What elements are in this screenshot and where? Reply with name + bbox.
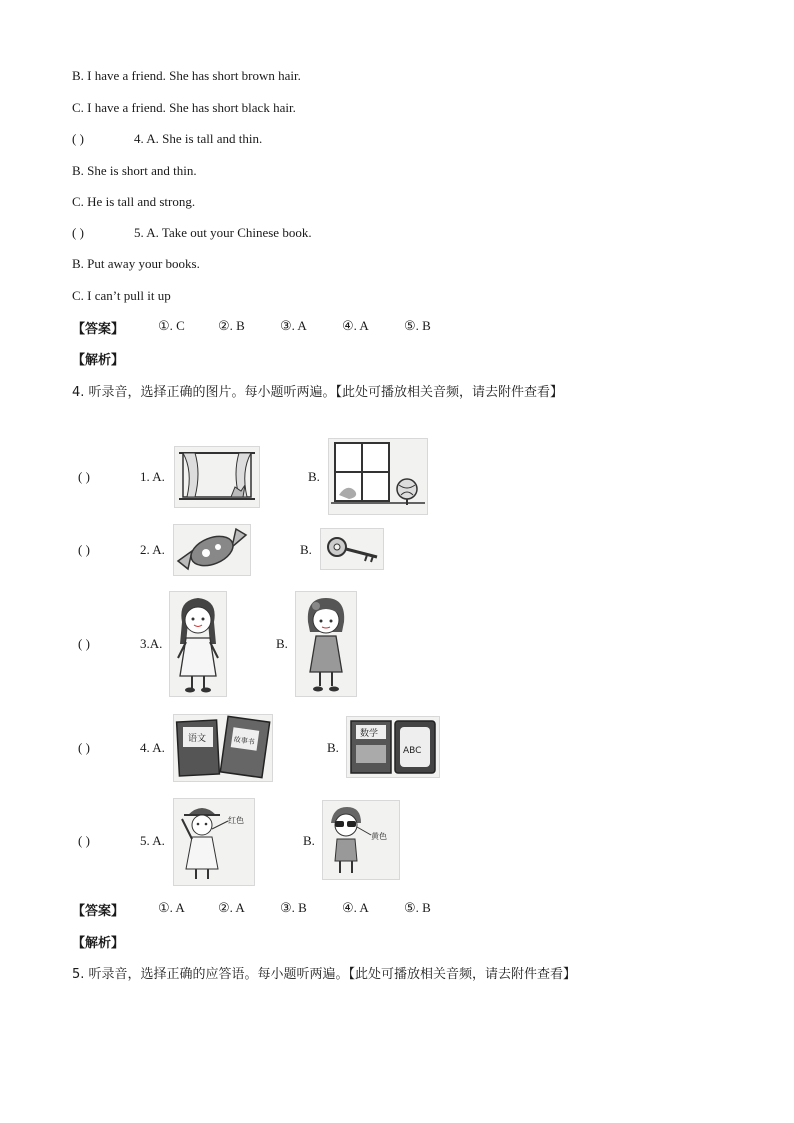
answer-blank: ( ) xyxy=(78,469,90,484)
answer-item: ③. B xyxy=(280,900,307,915)
question-4 xyxy=(72,131,262,147)
book-label-abc: ABC xyxy=(403,746,422,756)
answer-block-1 xyxy=(72,318,472,336)
option-a4: 4. A. She is tall and thin. xyxy=(134,131,263,146)
option-c5: C. I can’t pull it up xyxy=(72,288,171,303)
picture-row-5 xyxy=(72,796,752,888)
answer-block-2 xyxy=(72,900,472,918)
option-b5: B. Put away your books. xyxy=(72,256,200,271)
girl-red-icon[interactable] xyxy=(173,798,255,886)
option-a5: 5. A. Take out your Chinese book. xyxy=(134,225,312,240)
book-label-chinese: 语文 xyxy=(188,734,207,744)
boy-glasses-icon[interactable] xyxy=(322,800,400,880)
answer-blank: ( ) xyxy=(78,542,90,557)
section-5-title: 5. 听录音，选择正确的应答语。每小题听两遍。【此处可播放相关音频，请去附件查看】 xyxy=(72,967,577,982)
answer-tag: 【答案】 xyxy=(72,904,125,919)
answer-item: ④. A xyxy=(342,900,369,915)
girl-long-hair-icon[interactable] xyxy=(169,591,227,697)
option-b3: B. I have a friend. She has short brown hair. xyxy=(72,68,301,83)
analysis-tag: 【解析】 xyxy=(72,353,125,368)
answer-item: ①. A xyxy=(158,900,185,915)
option-a-label: 1. A. xyxy=(140,469,165,484)
books-chinese-icon[interactable] xyxy=(173,714,273,782)
book-label-story: 故事书 xyxy=(233,735,256,747)
answer-tag: 【答案】 xyxy=(72,322,125,337)
curtain-window-icon[interactable] xyxy=(174,446,260,508)
answer-blank: ( ) xyxy=(78,740,90,755)
answer-blank: ( ) xyxy=(78,636,90,651)
option-a-label: 5. A. xyxy=(140,833,165,848)
girl-short-hair-icon[interactable] xyxy=(295,591,357,697)
option-a-label: 4. A. xyxy=(140,740,165,755)
book-label-math: 数学 xyxy=(360,729,379,739)
color-label-red: 红色 xyxy=(228,816,244,825)
question-5 xyxy=(72,225,312,241)
answer-item: ⑤. B xyxy=(404,318,431,333)
option-b-label: B. xyxy=(303,833,315,848)
option-a-label: 2. A. xyxy=(140,542,165,557)
answer-blank: ( ) xyxy=(78,833,90,848)
picture-row-3 xyxy=(72,589,752,699)
picture-row-1 xyxy=(72,438,752,518)
candy-icon[interactable] xyxy=(173,524,251,576)
picture-row-2 xyxy=(72,522,752,578)
color-label-yellow: 黄色 xyxy=(371,832,387,841)
option-c4: C. He is tall and strong. xyxy=(72,194,196,209)
analysis-tag: 【解析】 xyxy=(72,936,125,951)
answer-item: ④. A xyxy=(342,318,369,333)
answer-blank: ( ) xyxy=(72,131,84,146)
answer-item: ②. A xyxy=(218,900,245,915)
option-b-label: B. xyxy=(308,469,320,484)
option-a-label: 3.A. xyxy=(140,636,163,651)
option-b4: B. She is short and thin. xyxy=(72,163,197,178)
option-b-label: B. xyxy=(276,636,288,651)
window-globe-icon[interactable] xyxy=(328,438,428,515)
answer-item: ③. A xyxy=(280,318,307,333)
answer-item: ⑤. B xyxy=(404,900,431,915)
answer-blank: ( ) xyxy=(72,225,84,240)
key-icon[interactable] xyxy=(320,528,384,570)
books-math-english-icon[interactable] xyxy=(346,716,440,778)
answer-item: ②. B xyxy=(218,318,245,333)
option-b-label: B. xyxy=(327,740,339,755)
picture-row-4 xyxy=(72,712,752,782)
option-c3: C. I have a friend. She has short black hair. xyxy=(72,100,296,115)
section-4-title: 4. 听录音，选择正确的图片。每小题听两遍。【此处可播放相关音频，请去附件查看】 xyxy=(72,385,564,400)
option-b-label: B. xyxy=(300,542,312,557)
answer-item: ①. C xyxy=(158,318,185,333)
